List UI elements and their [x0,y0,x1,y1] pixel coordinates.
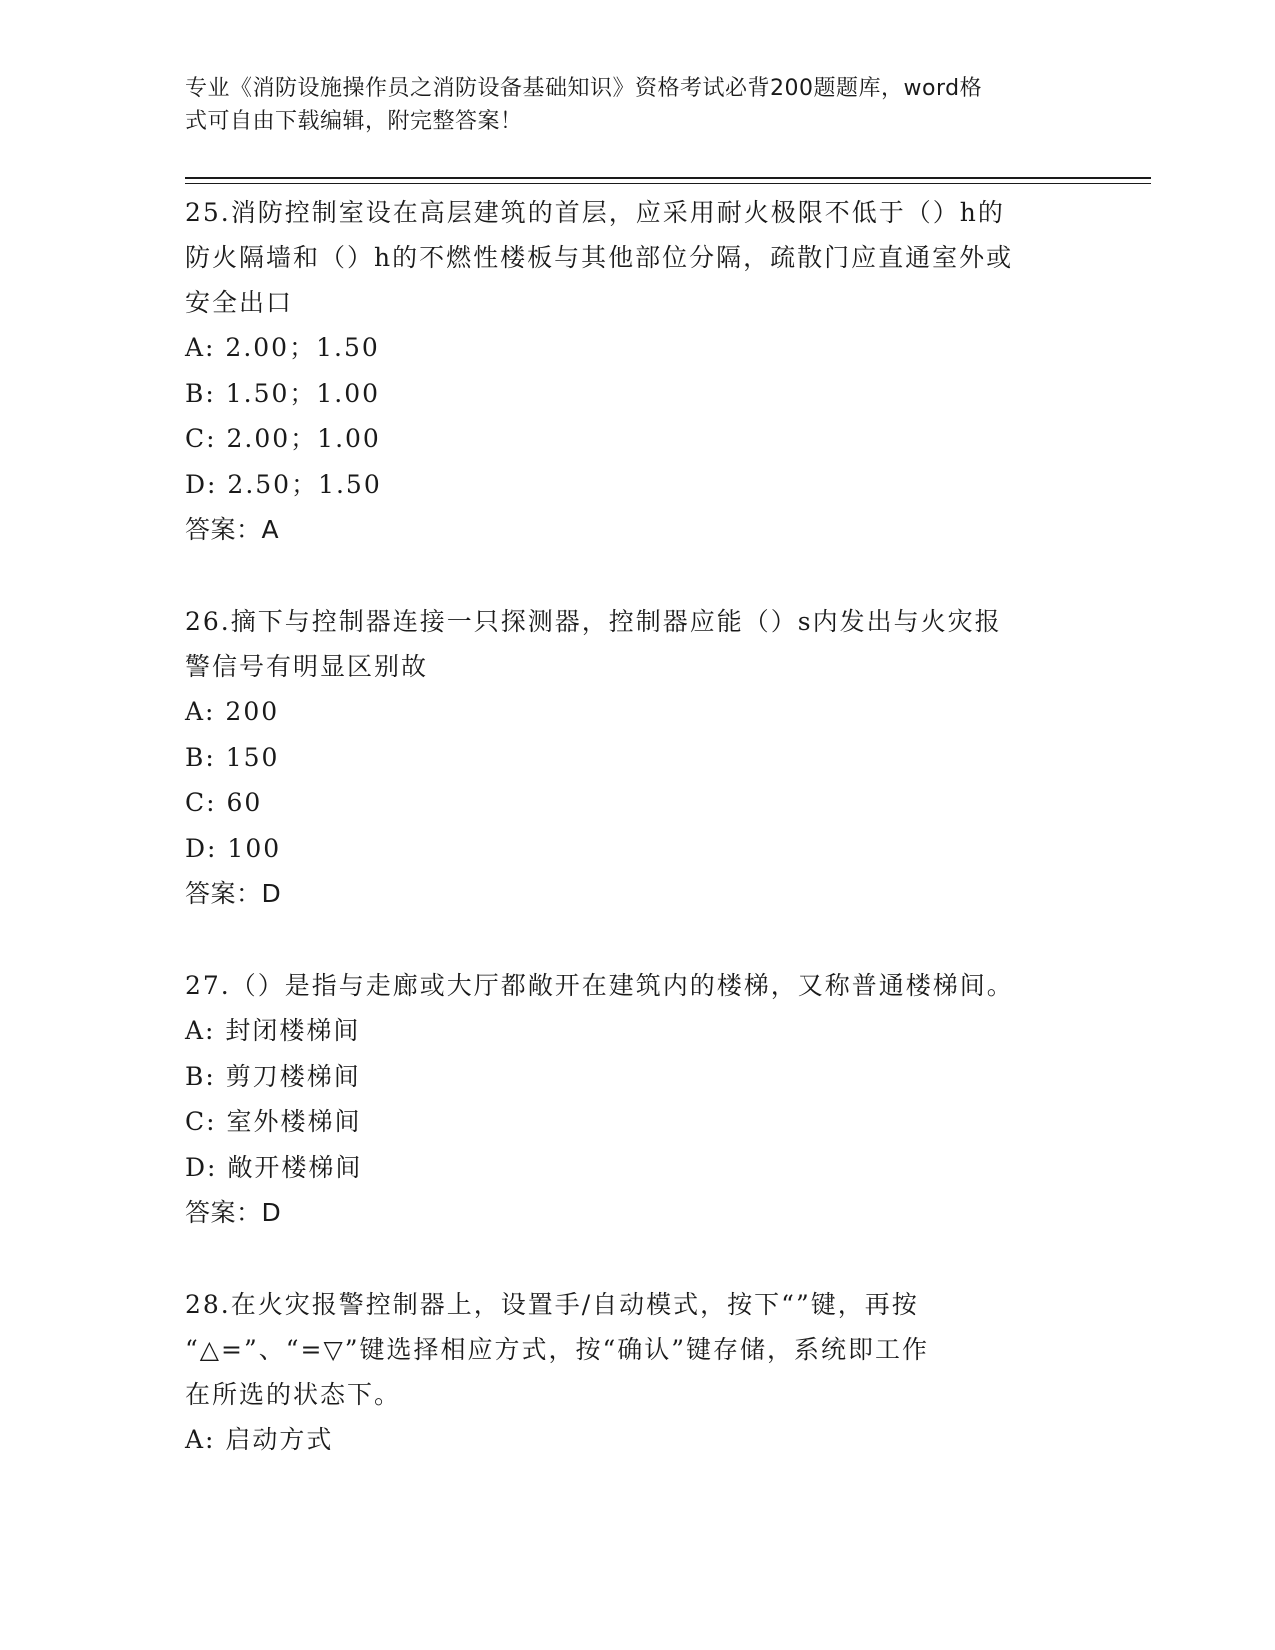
question-25 [185,190,1085,553]
option-c: C: 室外楼梯间 [185,1107,362,1136]
header-divider-thin [185,183,1151,184]
stem-line: 27.（）是指与走廊或大厅都敞开在建筑内的楼梯，又称普通楼梯间。 [185,971,1014,1000]
option-b: B: 1.50；1.00 [185,378,381,408]
option-a: A: 200 [185,697,280,726]
stem-line: 安全出口 [185,288,294,317]
question-stem [185,963,1085,1008]
option-c: C: 2.00；1.00 [185,424,381,453]
option-d: D: 2.50；1.50 [185,469,382,499]
option-c: C: 60 [185,788,263,817]
header-divider-thick [185,177,1151,179]
stem-line: “△=”、“=▽”键选择相应方式，按“确认”键存储，系统即工作 [185,1335,930,1364]
answer-line: 答案：A [185,515,280,544]
question-stem [185,1282,1085,1417]
option-d: D: 100 [185,833,282,863]
answer-line: 答案：D [185,879,282,908]
stem-line: 25.消防控制室设在高层建筑的首层，应采用耐火极限不低于（）h的 [185,198,1005,227]
question-list [185,190,1085,1509]
stem-line: 28.在火灾报警控制器上，设置手/自动模式，按下“”键，再按 [185,1290,919,1319]
option-a: A: 2.00；1.50 [185,333,380,362]
answer-line: 答案：D [185,1198,282,1227]
option-a: A: 封闭楼梯间 [185,1016,361,1045]
stem-line: 26.摘下与控制器连接一只探测器，控制器应能（）s内发出与火灾报 [185,607,1002,636]
document-header [185,72,1065,138]
stem-line: 在所选的状态下。 [185,1380,402,1409]
option-a: A: 启动方式 [185,1425,334,1454]
question-stem [185,190,1085,325]
question-28 [185,1282,1085,1463]
stem-line: 防火隔墙和（）h的不燃性楼板与其他部位分隔，疏散门应直通室外或 [185,243,1014,272]
option-b: B: 150 [185,742,280,772]
header-line-1: 专业《消防设施操作员之消防设备基础知识》资格考试必背200题题库，word格 [185,76,983,101]
header-line-2: 式可自由下载编辑，附完整答案！ [185,109,523,134]
stem-line: 警信号有明显区别故 [185,652,429,681]
question-27 [185,963,1085,1236]
option-b: B: 剪刀楼梯间 [185,1061,361,1091]
question-stem [185,599,1085,689]
question-26 [185,599,1085,917]
option-d: D: 敞开楼梯间 [185,1152,363,1182]
